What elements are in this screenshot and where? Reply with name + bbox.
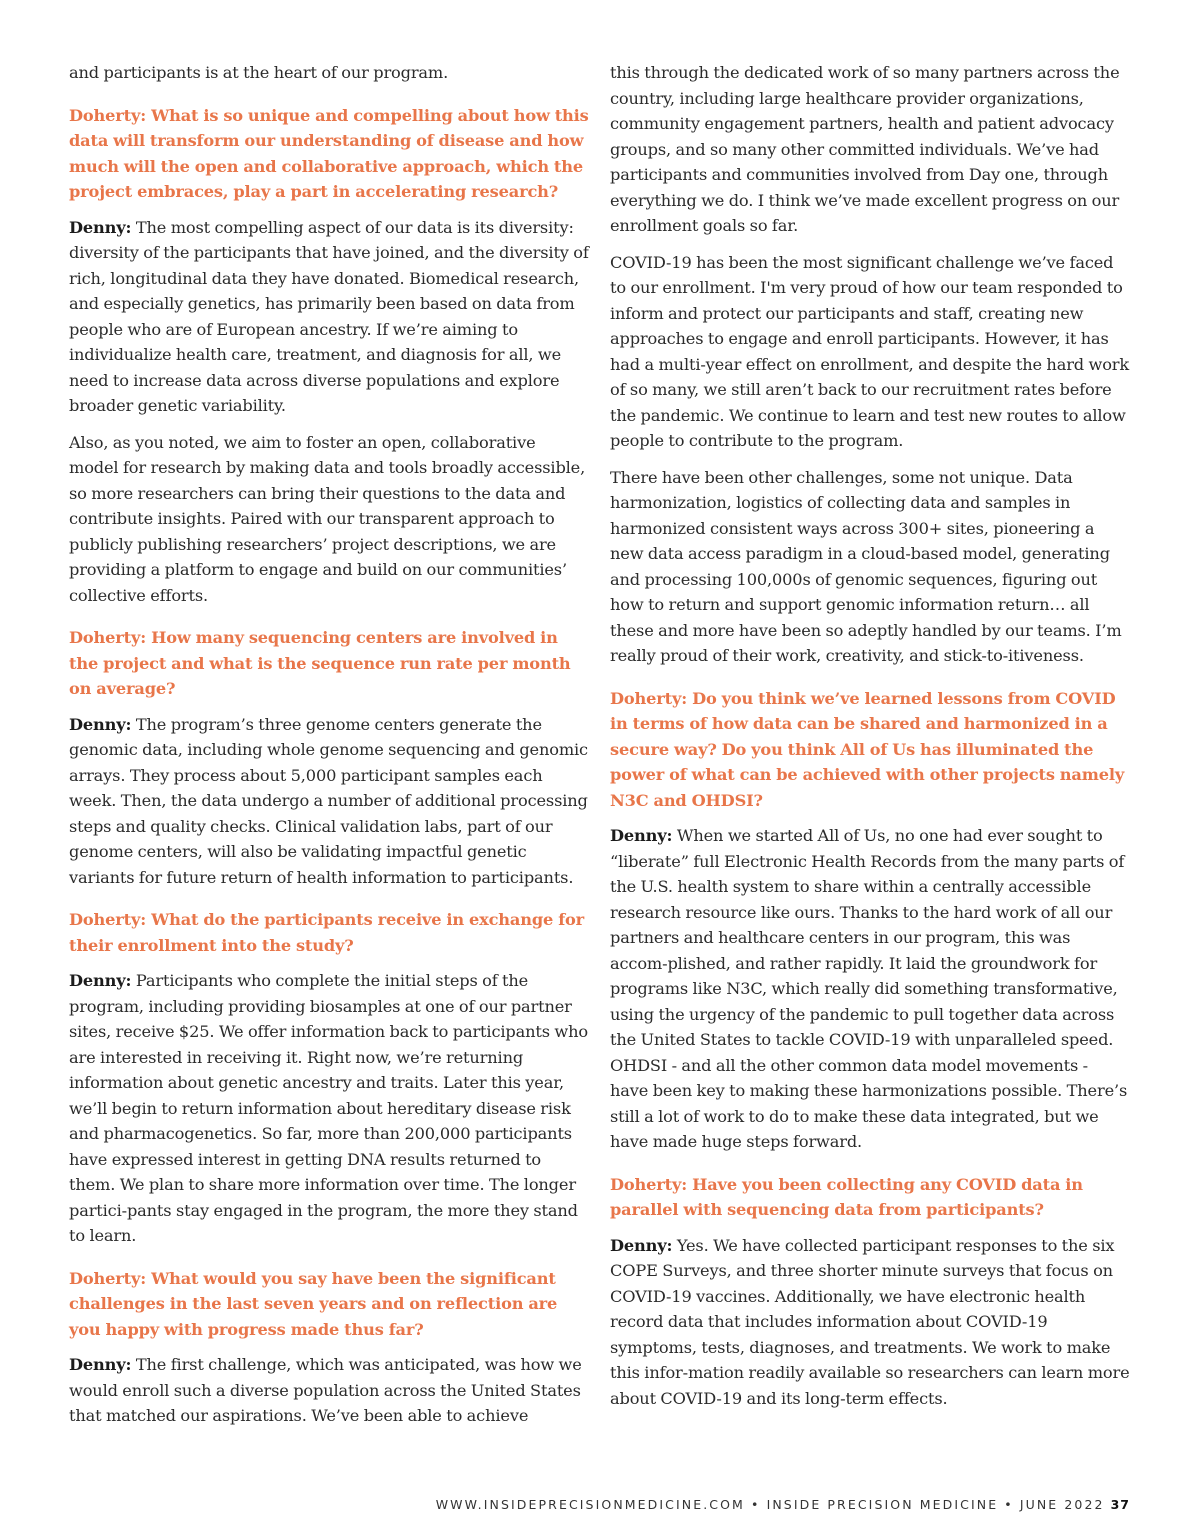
answer-paragraph bbox=[69, 968, 589, 1249]
answer-paragraph bbox=[69, 215, 589, 419]
right-column bbox=[610, 60, 1130, 1422]
paragraph-text: When we started All of Us, no one had ever sought to “liberate” full Electronic Health Records from the many parts of the U.S. health system to share within a centrally accessible research resource like ours. Thanks to the hard work of all our partners and healthcare centers in our program, this was accom-plished, and rather rapidly. It laid the groundwork for programs like N3C, which really did something transformative, using the urgency of the pandemic to pull together data across the United States to tackle COVID-19 with unparalleled speed. OHDSI - and all the other common data model movements - have been key to making these harmonizations possible. There’s still a lot of work to do to make these data integrated, but we have made huge steps forward. bbox=[610, 826, 1128, 1151]
speaker-label: Denny: bbox=[610, 1235, 673, 1255]
paragraph-text: Participants who complete the initial steps of the program, including providing biosamples at one of our partner sites, receive $25. We offer information back to participants who are interested in receiving it. Right now, we’re returning information about genetic ancestry and traits. Later this year, we’ll begin to return information about hereditary disease risk and pharmacogenetics. So far, more than 200,000 participants have expressed interest in getting DNA results returned to them. We plan to share more information over time. The longer partici-pants stay engaged in the program, the more they stand to learn. bbox=[69, 971, 588, 1245]
speaker-label: Denny: bbox=[69, 1355, 132, 1374]
interview-question: Doherty: How many sequencing centers are involved in the project and what is the sequence run rate per month on average? bbox=[69, 628, 571, 698]
answer-paragraph bbox=[610, 250, 1130, 454]
paragraph-text: The program’s three genome centers generate the genomic data, including whole genome sequencing and genomic arrays. They process about 5,000 participant samples each week. Then, the data undergo a number of additional processing steps and quality checks. Clinical validation labs, part of our genome centers, will also be validating impactful genetic variants for future return of health information to participants. bbox=[69, 714, 588, 887]
paragraph-text: There have been other challenges, some not unique. Data harmonization, logistics of collecting data and samples in harmonized consistent ways across 300+ sites, pioneering a new data access paradigm in a cloud-based model, generating and processing 100,000s of genomic sequences, figuring out how to return and support genomic information return… all these and more have been so adeptly handled by our teams. I’m really proud of their work, creativity, and stick-to-itiveness. bbox=[610, 467, 1122, 665]
speaker-label: Denny: bbox=[69, 714, 132, 734]
answer-paragraph bbox=[69, 1352, 589, 1429]
paragraph-text: this through the dedicated work of so many partners across the country, including large healthcare provider organizations, community engagement partners, health and patient advocacy groups, and so many other committed individuals. We’ve had participants and communities involved from Day one, through everything we do. I think we’ve made excellent progress on our enrollment goals so far. bbox=[610, 63, 1120, 235]
speaker-label: Denny: bbox=[610, 826, 673, 845]
left-column bbox=[69, 60, 589, 1440]
paragraph-text: Yes. We have collected participant responses to the six COPE Surveys, and three shorter minute surveys that focus on COVID-19 vaccines. Additionally, we have electronic health record data that includes information about COVID-19 symptoms, tests, diagnoses, and treatments. We work to make this infor-mation readily available so researchers can learn more about COVID-19 and its long-term effects. bbox=[610, 1235, 1130, 1408]
answer-paragraph bbox=[610, 60, 1130, 239]
answer-paragraph bbox=[610, 823, 1130, 1155]
paragraph-text: The most compelling aspect of our data is its diversity: diversity of the participants that have joined, and the diversity of rich, longitudinal data they have donated. Biomedical research, and especially genetics, has primarily been based on data from people who are of European ancestry. If we’re aiming to individualize health care, treatment, and diagnosis for all, we need to increase data across diverse populations and explore broader genetic variability. bbox=[69, 217, 589, 415]
speaker-label: Denny: bbox=[69, 971, 132, 990]
interview-question: Doherty: Have you been collecting any COVID data in parallel with sequencing data from participants? bbox=[610, 1174, 1083, 1219]
page-number: 37 bbox=[1110, 1497, 1130, 1512]
paragraph-text: and participants is at the heart of our program. bbox=[69, 63, 449, 82]
speaker-label: Denny: bbox=[69, 217, 132, 237]
answer-paragraph bbox=[69, 60, 589, 86]
interview-question: Doherty: Do you think we’ve learned lessons from COVID in terms of how data can be shared and harmonized in a secure way? Do you think All of Us has illuminated the power of what can be achieved with other projects namely N3C and OHDSI? bbox=[610, 688, 1125, 810]
interview-question: Doherty: What is so unique and compelling about how this data will transform our understanding of disease and how much will the open and collaborative approach, which the project embraces, play a part in accelerating research? bbox=[69, 105, 589, 201]
answer-paragraph bbox=[610, 465, 1130, 669]
interview-question: Doherty: What would you say have been the significant challenges in the last seven years and on reflection are you happy with progress made thus far? bbox=[69, 1268, 558, 1339]
answer-paragraph bbox=[69, 430, 589, 609]
page-footer bbox=[436, 1497, 1130, 1512]
interview-question: Doherty: What do the participants receive in exchange for their enrollment into the study? bbox=[69, 910, 585, 955]
paragraph-text: The first challenge, which was anticipated, was how we would enroll such a diverse population across the United States that matched our aspirations. We’ve been able to achieve bbox=[69, 1355, 582, 1425]
answer-paragraph bbox=[610, 1233, 1130, 1412]
answer-paragraph bbox=[69, 712, 589, 891]
paragraph-text: COVID-19 has been the most significant challenge we’ve faced to our enrollment. I'm very proud of how our team responded to inform and protect our participants and staff, creating new approaches to engage and enroll participants. However, it has had a multi-year effect on enrollment, and despite the hard work of so many, we still aren’t back to our recruitment rates before the pandemic. We continue to learn and test new routes to allow people to contribute to the program. bbox=[610, 252, 1130, 450]
footer-text: WWW.INSIDEPRECISIONMEDICINE.COM • INSIDE PRECISION MEDICINE • JUNE 2022 bbox=[435, 1497, 1105, 1512]
paragraph-text: Also, as you noted, we aim to foster an open, collaborative model for research by making data and tools broadly accessible, so more researchers can bring their questions to the data and contribute insights. Paired with our transparent approach to publicly publishing researchers’ project descriptions, we are providing a platform to engage and build on our communities’ collective efforts. bbox=[69, 432, 586, 605]
